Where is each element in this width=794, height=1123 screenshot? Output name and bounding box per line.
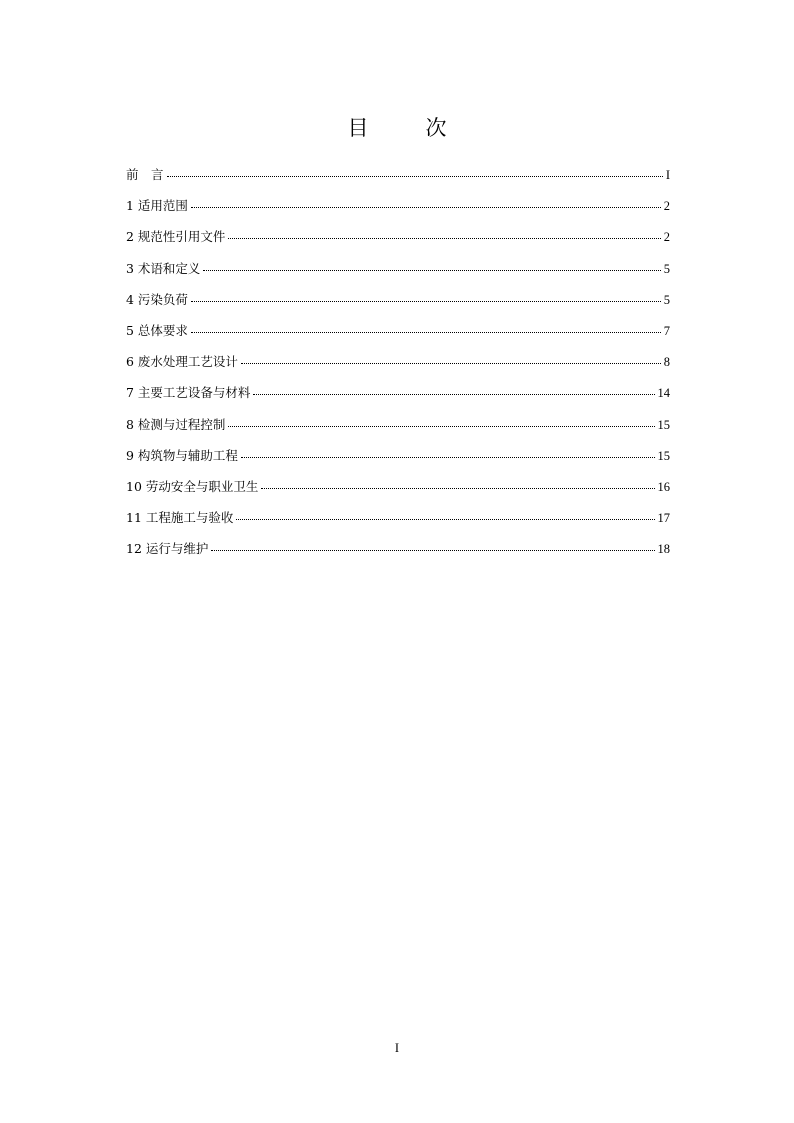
toc-entry-label: 4 污染负荷 [126,291,188,307]
toc-leader-dots [191,196,661,210]
toc-leader-dots [236,508,654,522]
toc-entry-label: 2 规范性引用文件 [126,229,226,245]
toc-entry-page: 18 [657,542,670,557]
toc-entry-construction-acceptance[interactable] [126,508,670,539]
toc-entry-page: 15 [657,417,670,432]
toc-entry-label: 5 总体要求 [126,322,188,338]
toc-entry-label: 12 运行与维护 [126,541,209,557]
toc-entry-page: 5 [663,292,670,307]
toc-leader-dots [203,259,660,273]
toc-entry-general-requirements[interactable] [126,321,670,352]
toc-leader-dots [261,477,654,491]
toc-entry-label: 前 言 [126,167,164,182]
toc-entry-page: I [665,168,670,182]
toc-entry-page: 17 [657,511,670,526]
toc-leader-dots [253,383,654,397]
toc-entry-page: 8 [663,355,670,370]
toc-entry-operation-maintenance[interactable] [126,539,670,570]
toc-leader-dots [228,415,654,429]
table-of-contents [126,165,670,570]
toc-leader-dots [241,446,655,460]
toc-leader-dots [191,321,661,335]
toc-entry-label: 3 术语和定义 [126,260,201,276]
toc-entry-normative-references[interactable] [126,227,670,258]
toc-entry-labor-safety[interactable] [126,477,670,508]
toc-entry-page: 5 [663,261,670,276]
toc-entry-label: 7 主要工艺设备与材料 [126,385,251,401]
toc-leader-dots [191,290,661,304]
toc-entry-page: 15 [657,448,670,463]
toc-leader-dots [211,539,654,553]
toc-entry-label: 6 废水处理工艺设计 [126,354,238,370]
toc-entry-detection-control[interactable] [126,415,670,446]
toc-entry-label: 9 构筑物与辅助工程 [126,447,238,463]
toc-entry-foreword[interactable] [126,165,670,196]
page-title: 目 次 [347,116,465,140]
toc-leader-dots [241,352,661,366]
toc-leader-dots [228,227,660,241]
toc-entry-label: 8 检测与过程控制 [126,416,226,432]
toc-entry-page: 2 [663,199,670,214]
toc-entry-page: 7 [663,323,670,338]
toc-entry-scope[interactable] [126,196,670,227]
page-number-footer: I [394,1041,400,1055]
toc-entry-label: 10 劳动安全与职业卫生 [126,478,259,494]
toc-entry-page: 14 [657,386,670,401]
toc-entry-page: 16 [657,479,670,494]
toc-entry-equipment-materials[interactable] [126,383,670,414]
toc-entry-label: 11 工程施工与验收 [126,510,234,526]
toc-entry-page: 2 [663,230,670,245]
toc-entry-process-design[interactable] [126,352,670,383]
toc-entry-pollution-load[interactable] [126,290,670,321]
toc-entry-label: 1 适用范围 [126,198,188,214]
toc-leader-dots [167,165,663,179]
toc-entry-structures-auxiliary[interactable] [126,446,670,477]
toc-entry-terms-definitions[interactable] [126,259,670,290]
